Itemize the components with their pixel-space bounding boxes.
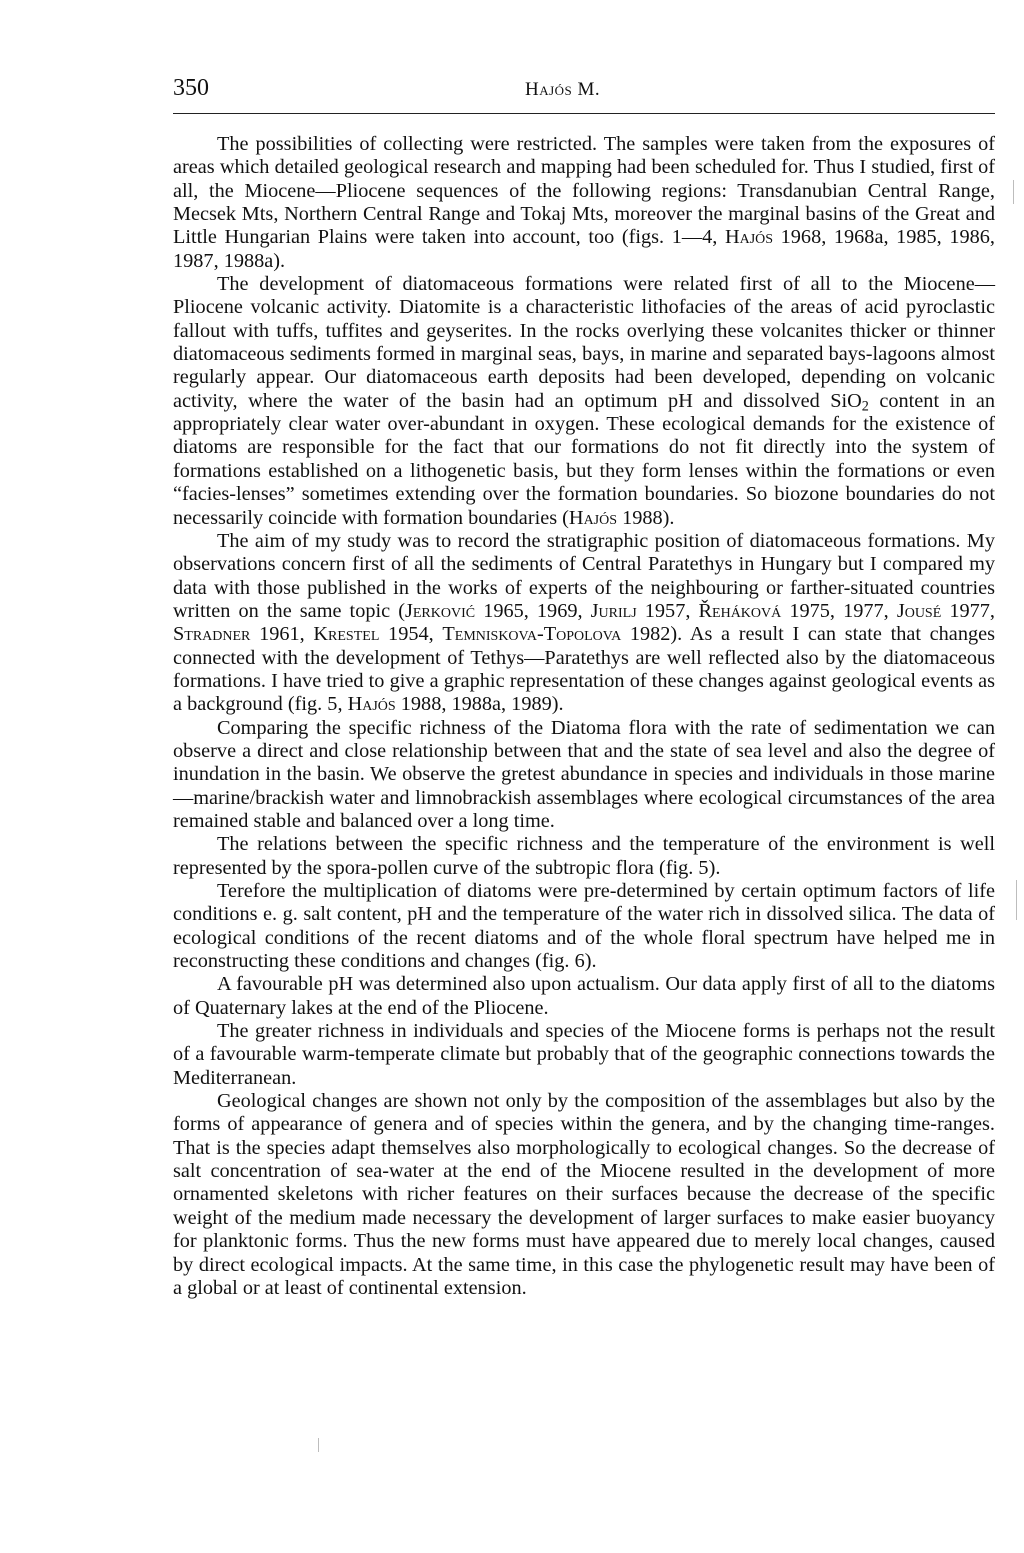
paragraph-8 [173,1020,995,1090]
cited-author: Hajós [568,506,618,529]
cited-author: Hajós [724,226,774,249]
text-run: 1957, [636,599,699,622]
paragraph-6 [173,880,995,973]
running-head-author: Hajós M. [525,79,601,100]
running-head [173,72,995,108]
text-run: Comparing the specific richness of the Diatoma flora with the rate of sedimentation we can observe a direct and close relationship between that and the state of sea level and also the degree of inundation in the basin. We observe the gretest abundance in species and individuals in those marine—marine/brackish water and limnobrackish assemblages where ecological circumstances of the area remained stable and balanced over a long time. [173,716,995,832]
text-run: Geological changes are shown not only by the composition of the assemblages but also by the forms of appearance of genera and of species within the genera, and by the changing time-ranges. That is the species adapt themselves also morphologically to ecological changes. So the decrease of salt concentration of sea-water at the end of the Miocene resulted in the development of more ornamented skeletons with richer features on their surfaces because the decrease of the specific weight of the medium made necessary the development of larger surfaces to make easier buoyancy for planktonic forms. Thus the new forms must have appeared due to merely local changes, caused by direct ecological impacts. At the same time, in this case the phylogenetic result may have been of a global or at least of continental extension. [173,1090,995,1299]
text-run: 1982). As a result I can state that changes connected with the development of Tethys—Paratethys are well reflected also by the diatomaceous formations. I have tried to give a graphic representation of these changes against geological events as a background (fig. 5, [173,623,995,716]
paragraph-2 [173,273,995,530]
text-run: A favourable pH was determined also upon actualism. Our data apply first of all to the diatoms of Quaternary lakes at the end of the Pliocene. [173,973,995,1019]
cited-author: Temniskova-Topolova [442,623,622,646]
text-run: The greater richness in individuals and species of the Miocene forms is perhaps not the result of a favourable warm-temperate climate but probably that of the geographic connections towards the Mediterranean. [173,1020,995,1089]
text-run: 1965, 1969, [475,599,591,622]
paragraph-3 [173,530,995,717]
paragraph-1 [173,133,995,273]
paragraph-4 [173,717,995,834]
text-run: The aim of my study was to record the stratigraphic position of diatomaceous formations. My observations concern first of all the sediments of Central Paratethys in Hungary but I compared my data with those published in the works of experts of the neighbouring or farther-situated countries written on the same topic ( [173,529,995,622]
text-run: content in an appropriately clear water over-abundant in oxygen. These ecological demands for the existence of diatoms are responsible for the fact that our formations do not fit directly into the system of formations established on a lithogenetic basis, but they form lenses within the formations or even “facies-lenses” sometimes extending over the formation boundaries. So biozone boundaries do not necessarily coincide with formation boundaries ( [173,389,995,529]
text-run: The development of diatomaceous formations were related first of all to the Miocene—Pliocene volcanic activity. Diatomite is a characteristic lithofacies of the areas of acid pyroclastic fallout with tuffs, tuffites and geyserites. In the rocks overlying these volcanites thicker or thinner diatomaceous sediments formed in marginal seas, bays, in marine and separated bays-lagoons almost regularly appear. Our diatomaceous earth deposits had been developed, depending on volcanic activity, where the water of the basin had an optimum pH and dissolved SiO [173,273,995,412]
cited-author: Řeháková [698,599,782,622]
scan-speck [1013,180,1014,204]
text-run: The possibilities of collecting were restricted. The samples were taken from the exposures of areas which detailed geological research and mapping had been scheduled for. Thus I studied, first of all, the Miocene—Pliocene sequences of the following regions: Transdanubian Central Range, Mecsek Mts, Northern Central Range and Tokaj Mts, moreover the marginal basins of the Great and Little Hungarian Plains were taken into account, too (figs. 1—4, [173,133,995,249]
page-number: 350 [173,75,209,101]
body-text [173,133,995,1300]
text-run: 1961, [250,623,314,646]
text-run: 1988). [617,506,675,529]
paragraph-9 [173,1090,995,1300]
text-run: 1988, 1988a, 1989). [395,693,564,716]
text-run: The relations between the specific richness and the temperature of the environment is well represented by the spora-pollen curve of the subtropic flora (fig. 5). [173,833,995,879]
cited-author: Jurilj [590,599,637,622]
scan-speck [318,1438,319,1452]
text-run: Terefore the multiplication of diatoms were pre-determined by certain optimum factors of life conditions e. g. salt content, pH and the temperature of the water rich in dissolved silica. The data of ecological conditions of the recent diatoms and of the whole floral spectrum have helped me in reconstructing these conditions and changes (fig. 6). [173,880,995,973]
text-run: 1954, [379,623,443,646]
cited-author: Stradner [173,623,251,646]
paragraph-5 [173,833,995,880]
text-run: 1975, 1977, [781,599,897,622]
subscript: 2 [861,398,869,415]
header-rule [173,113,995,114]
paragraph-7 [173,973,995,1020]
cited-author: Jousé [896,599,942,622]
cited-author: Jerković [404,599,476,622]
text-run: 1977, [941,599,995,622]
text-run: 1968, 1968a, 1985, 1986, 1987, 1988a). [173,226,995,272]
cited-author: Hajós [347,693,396,716]
cited-author: Krestel [313,623,380,646]
scan-speck [1016,880,1017,920]
